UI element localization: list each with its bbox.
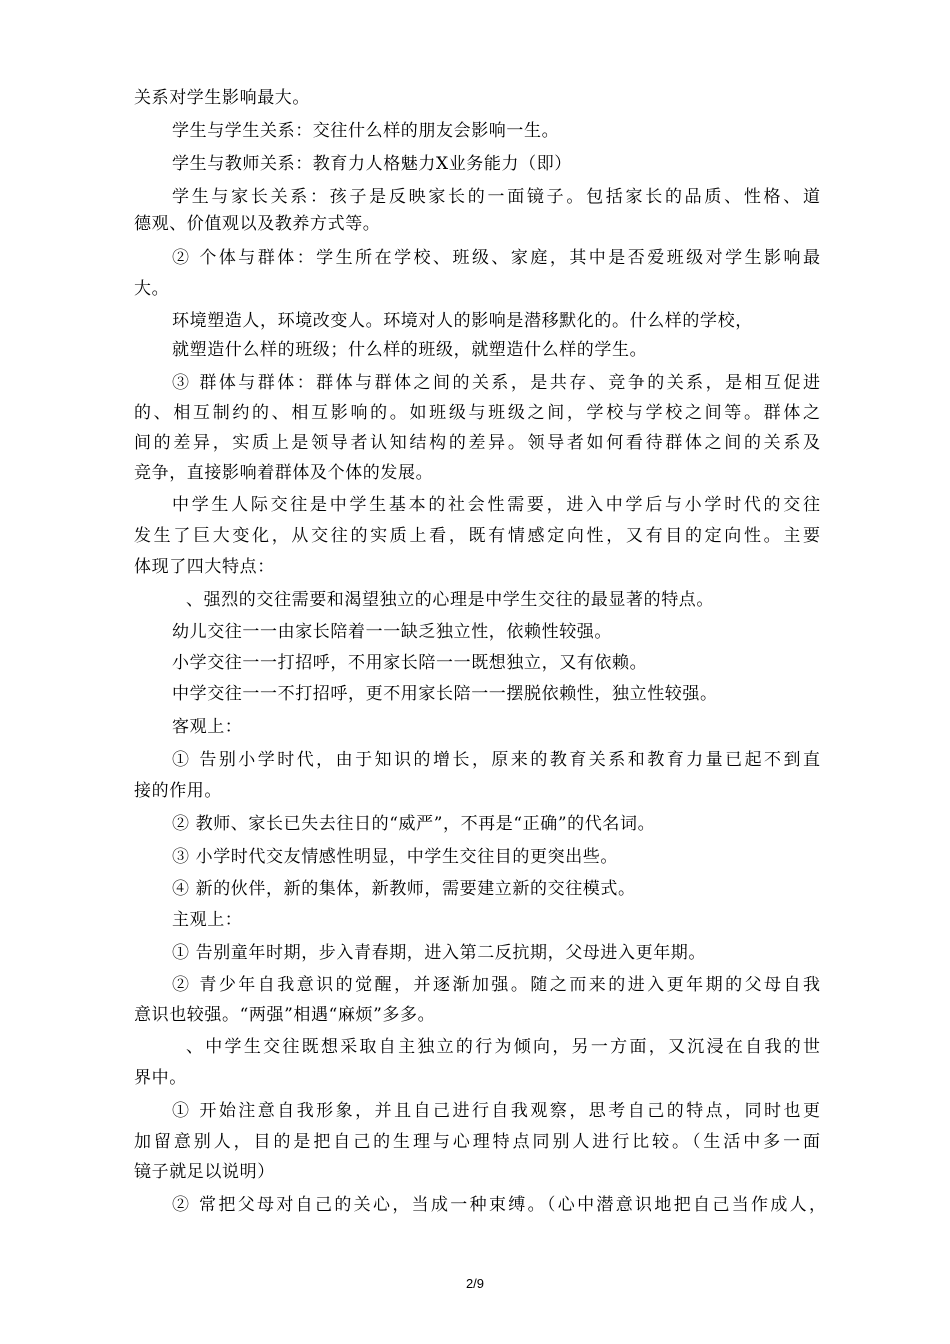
text-line: 体现了四大特点： xyxy=(134,557,275,577)
text-line: ④ 新的伙伴，新的集体，新教师，需要建立新的交往模式。 xyxy=(172,879,636,899)
text-line: 客观上： xyxy=(172,717,243,737)
text-line: 大。 xyxy=(134,279,170,299)
text-line: 界中。 xyxy=(134,1068,187,1088)
text-line: ③ 小学时代交友情感性明显，中学生交往目的更突出些。 xyxy=(172,847,619,867)
text-line: ③ 群体与群体：群体与群体之间的关系，是共存、竞争的关系，是相互促进 xyxy=(172,373,820,393)
text-line: ② 教师、家长已失去往日的“威严”，不再是“正确”的代名词。 xyxy=(172,814,656,834)
text-line: 、中学生交往既想采取自主独立的行为倾向，另一方面，又沉浸在自我的世 xyxy=(186,1037,820,1057)
text-line: 加留意别人，目的是把自己的生理与心理特点同别人进行比较。（生活中多一面 xyxy=(134,1132,820,1152)
text-line: 发生了巨大变化，从交往的实质上看，既有情感定向性，又有目的定向性。主要 xyxy=(134,526,820,546)
text-line: 主观上： xyxy=(172,910,243,930)
text-line: ② 常把父母对自己的关心，当成一种束缚。（心中潜意识地把自己当作成人， xyxy=(172,1195,826,1215)
text-line: ① 告别小学时代，由于知识的增长，原来的教育关系和教育力量已起不到直 xyxy=(172,750,820,770)
text-line: ② 青少年自我意识的觉醒，并逐渐加强。随之而来的进入更年期的父母自我 xyxy=(172,975,820,995)
text-line: 幼儿交往一一由家长陪着一一缺乏独立性，依赖性较强。 xyxy=(172,622,612,642)
text-line: 接的作用。 xyxy=(134,781,222,801)
text-line: 关系对学生影响最大。 xyxy=(134,88,310,108)
text-line: 环境塑造人，环境改变人。环境对人的影响是潜移默化的。什么样的学校， xyxy=(172,311,753,331)
text-line: 学生与学生关系：交往什么样的朋友会影响一生。 xyxy=(172,121,560,141)
text-line: 中学生人际交往是中学生基本的社会性需要，进入中学后与小学时代的交往 xyxy=(172,495,820,515)
text-line: 的、相互制约的、相互影响的。如班级与班级之间，学校与学校之间等。群体之 xyxy=(134,403,820,423)
text-line: 镜子就足以说明） xyxy=(134,1162,275,1182)
text-line: 学生与家长关系：孩子是反映家长的一面镜子。包括家长的品质、性格、道 xyxy=(172,187,820,207)
page-number: 2/9 xyxy=(465,1276,485,1291)
text-line: 德观、价值观以及教养方式等。 xyxy=(134,214,381,234)
text-line: 小学交往一一打招呼，不用家长陪一一既想独立，又有依赖。 xyxy=(172,653,648,673)
text-line: 间的差异，实质上是领导者认知结构的差异。领导者如何看待群体之间的关系及 xyxy=(134,433,820,453)
text-line: 竞争，直接影响着群体及个体的发展。 xyxy=(134,463,434,483)
text-line: ② 个体与群体：学生所在学校、班级、家庭，其中是否爱班级对学生影响最 xyxy=(172,248,820,268)
text-line: 中学交往一一不打招呼，更不用家长陪一一摆脱依赖性，独立性较强。 xyxy=(172,684,718,704)
text-line: ① 告别童年时期，步入青春期，进入第二反抗期，父母进入更年期。 xyxy=(172,943,707,963)
text-line: 意识也较强。“两强”相遇“麻烦”多多。 xyxy=(134,1005,436,1025)
text-line: 、强烈的交往需要和渴望独立的心理是中学生交往的最显著的特点。 xyxy=(186,590,714,610)
text-line: ① 开始注意自我形象，并且自己进行自我观察，思考自己的特点，同时也更 xyxy=(172,1101,820,1121)
text-line: 就塑造什么样的班级；什么样的班级，就塑造什么样的学生。 xyxy=(172,340,648,360)
text-line: 学生与教师关系：教育力人格魅力X业务能力（即） xyxy=(172,154,572,174)
